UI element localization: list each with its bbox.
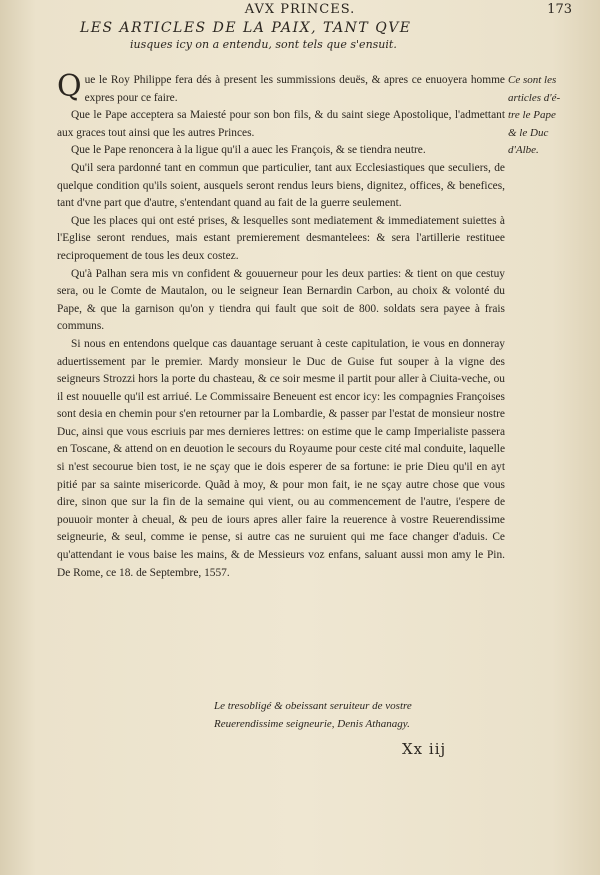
signature-line: Le tresobligé & obeissant seruiteur de vostre — [214, 700, 412, 712]
signature-line: Reuerendissime seigneurie, Denis Athanagy. — [214, 718, 410, 730]
printer-signature-mark: Xx iij — [402, 740, 447, 758]
marginal-note — [508, 72, 590, 160]
drop-capital: Q — [57, 69, 82, 104]
marginal-note-line: tre le Pape — [508, 109, 556, 122]
signature-block — [214, 697, 534, 733]
paragraph-4: Qu'il sera pardonné tant en commun que particulier, tant aux Ecclesiastiques que seculiers, de quelque condition qu'ils soient, ausquels seront rendus leurs biens, dignitez, offices, & benefices, tant d'vne part que d'autre, s'entendant quand au fait de la guerre seulement. — [57, 161, 505, 210]
marginal-note-line: Ce sont les — [508, 74, 557, 86]
running-title: AVX PRINCES. — [244, 2, 356, 17]
paragraph-3: Que le Pape renoncera à la ligue qu'il a auec les François, & se tiendra neutre. — [71, 144, 426, 157]
paragraph-1 — [57, 69, 505, 107]
page-header — [0, 2, 600, 20]
page-number: 173 — [547, 2, 572, 17]
marginal-note-line: & le Duc — [508, 126, 549, 139]
letter-body — [57, 69, 505, 582]
paragraph-6: Qu'à Palhan sera mis vn confident & gouuerneur pour les deux parties: & tient on que cestuy sera, ou le Comte de Mautalon, ou le seigneur Iean Bernardin Carbon, au choix & volonté du Pape, & que la garnison qu'on y tiendra qui fault que soit de 800. soldats sera payee à frais communs. — [57, 267, 505, 333]
paragraph-5: Que les places qui ont esté prises, & lesquelles sont mediatement & immediatement suiettes à l'Eglise seront rendues, mais estant premierement desmantelees: & sera l'artillerie restituee reciproquement de tous les deux costez. — [57, 214, 505, 262]
marginal-note-line: d'Albe. — [508, 144, 539, 157]
marginal-note-line: articles d'é- — [508, 91, 561, 104]
section-title: LES ARTICLES DE LA PAIX, TANT QVE — [80, 20, 412, 36]
section-subtitle: iusques icy on a entendu, sont tels que s'ensuit. — [130, 38, 397, 51]
paragraph-1-text: ue le Roy Philippe fera dés à present les summissions deuës, & apres ce enuoyera homme expres pour ce faire. — [84, 74, 505, 104]
paragraph-7: Si nous en entendons quelque cas dauantage seruant à ceste capitulation, ie vous en donneray aduertissement par le premier. Mardy monsieur le Duc de Guise fut souper à la vigne des seigneurs Strozzi hors la porte du chasteau, & ce soir mesme il partit pour aller à Ciuita-veche, ou il est nouuelle qu'il est arriué. Le Commissaire Beneuent est encor icy: les compagnies Françoises sont desia en chemin pour s'en retourner par la Lombardie, & passer par l'estat de monsieur nostre Duc, ainsi que vous escriuis par mes dernieres lettres: on estime que le camp Imperialiste passera en Toscane, & attend on en deuotion le secours du Royaume pour ceste cité mal conduite, laquelle si n'est secourue bien tost, ie ne sçay que ie dois esperer de sa fortune: ie prie Dieu qu'il en ayt pitié par sa sainte misericorde. Quãd à moy, & pour mon fait, ie ne sçay autre chose que vous dire, sinon que sur la fin de la semaine qui vient, ou au commencement de l'autre, i'espere de pouuoir monter à cheual, & peu de iours apres aller faire la reuerence à vostre Reuerendissime seigneurie, & seul, comme ie pense, si autre cas ne suruient qui me face changer d'aduis. Ce qu'attendant ie vous baise les mains, & de Messieurs voz enfans, saluant aussi mon amy le Pin. De Rome, ce 18. de Septembre, 1557. — [57, 337, 505, 579]
paragraph-2: Que le Pape acceptera sa Maiesté pour son bon fils, & du saint siege Apostolique, l'admettant aux graces tout ainsi que les autres Princes. — [57, 109, 505, 139]
